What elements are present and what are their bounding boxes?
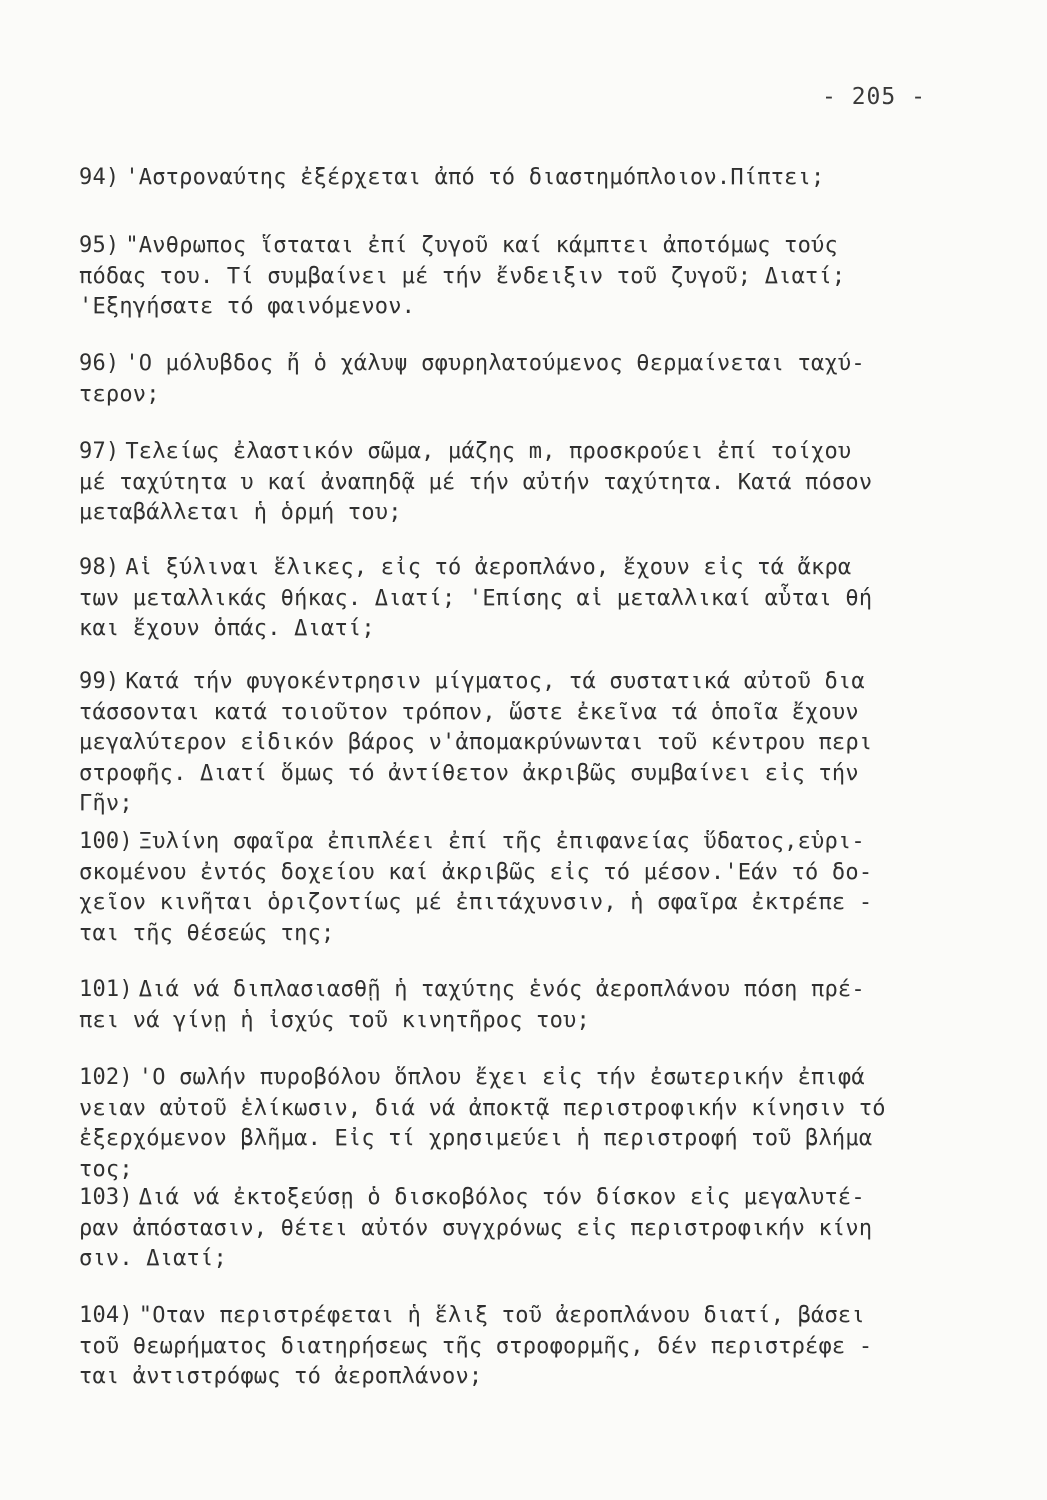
- question-text: τοῦ θεωρήματος διατηρήσεως τῆς στροφορμῆς, δέν περιστρέφε -: [79, 1333, 873, 1359]
- question-line: [79, 919, 959, 950]
- question-line: [79, 698, 959, 729]
- question-line: [79, 380, 959, 411]
- question-text: "Ανθρωπος ἵσταται ἐπί ζυγοῦ καί κάμπτει ἀποτόμως τούς: [125, 233, 838, 258]
- question-text: ται τῆς θέσεώς της;: [79, 920, 335, 946]
- question-text: χεῖον κινῆται ὁριζοντίως μέ ἐπιτάχυνσιν, ἡ σφαῖρα ἐκτρέπε -: [79, 890, 873, 915]
- question-line: [79, 1155, 959, 1186]
- question-text: ται ἀντιστρόφως τό ἀεροπλάνον;: [79, 1364, 483, 1389]
- question-number: 101): [79, 977, 133, 1002]
- question-line: [79, 1214, 959, 1245]
- question-text: μέ ταχύτητα υ καί ἀναπηδᾷ μέ τήν αὐτήν ταχύτητα. Κατά πόσον: [79, 469, 873, 495]
- question-text: και ἔχουν ὀπάς. Διατί;: [79, 616, 375, 641]
- question-text: Τελείως ἐλαστικόν σῶμα, μάζης m, προσκρούει ἐπί τοίχου: [125, 439, 852, 464]
- question-text: Διά νά ἐκτοξεύσῃ ὁ δισκοβόλος τόν δίσκον εἰς μεγαλυτέ-: [138, 1185, 865, 1210]
- question-text: πόδας του. Τί συμβαίνει μέ τήν ἔνδειξιν τοῦ ζυγοῦ; Διατί;: [79, 263, 846, 289]
- question-number: 97): [79, 439, 120, 464]
- question-text: πει νά γίνῃ ἡ ἰσχύς τοῦ κινητῆρος του;: [79, 1007, 590, 1033]
- question-line: [79, 553, 959, 584]
- question-item: [79, 1063, 959, 1185]
- question-line: [79, 1332, 959, 1363]
- question-text: τερον;: [79, 381, 160, 407]
- question-line: [79, 437, 959, 468]
- question-line: [79, 468, 959, 499]
- question-text: τος;: [79, 1156, 133, 1182]
- question-item: [79, 975, 959, 1036]
- question-line: [79, 584, 959, 615]
- question-line: [79, 1362, 959, 1393]
- question-number: 100): [79, 829, 133, 854]
- question-number: 96): [79, 351, 120, 376]
- question-number: 95): [79, 233, 120, 258]
- question-line: [79, 728, 959, 759]
- question-text: "Οταν περιστρέφεται ἡ ἕλιξ τοῦ ἀεροπλάνου διατί, βάσει: [138, 1303, 865, 1328]
- question-line: [79, 498, 959, 529]
- question-number: 103): [79, 1185, 133, 1210]
- question-item: [79, 553, 959, 645]
- question-line: [79, 858, 959, 889]
- question-line: [79, 1301, 959, 1332]
- question-item: [79, 163, 959, 194]
- question-text: 'Εξηγήσατε τό φαινόμενον.: [79, 294, 416, 319]
- question-item: [79, 437, 959, 529]
- question-text: Ξυλίνη σφαῖρα ἐπιπλέει ἐπί τῆς ἐπιφανείας ὕδατος,εὑρι-: [138, 829, 865, 854]
- question-line: [79, 349, 959, 380]
- question-line: [79, 789, 959, 820]
- question-text: 'Ο μόλυβδος ἤ ὁ χάλυψ σφυρηλατούμενος θερμαίνεται ταχύ-: [125, 351, 865, 376]
- question-text: σκομένου ἐντός δοχείου καί ἀκριβῶς εἰς τό μέσον.'Εάν τό δο-: [79, 859, 873, 885]
- question-text: μεγαλύτερον εἰδικόν βάρος ν'ἀπομακρύνωνται τοῦ κέντρου περι: [79, 730, 873, 755]
- question-text: ἐξερχόμενον βλῆμα. Εἰς τί χρησιμεύει ἡ περιστροφή τοῦ βλήμα: [79, 1126, 873, 1151]
- question-item: [79, 1301, 959, 1393]
- question-item: [79, 1183, 959, 1275]
- question-text: Κατά τήν φυγοκέντρησιν μίγματος, τά συστατικά αὐτοῦ δια: [125, 669, 865, 694]
- question-number: 94): [79, 165, 120, 190]
- question-text: μεταβάλλεται ἡ ὁρμή του;: [79, 500, 402, 525]
- question-line: [79, 614, 959, 645]
- question-line: [79, 1124, 959, 1155]
- question-line: [79, 163, 959, 194]
- question-line: [79, 1183, 959, 1214]
- question-number: 104): [79, 1303, 133, 1328]
- question-line: [79, 292, 959, 323]
- question-line: [79, 827, 959, 858]
- question-text: Διά νά διπλασιασθῇ ἡ ταχύτης ἑνός ἀεροπλάνου πόση πρέ-: [138, 977, 865, 1002]
- question-item: [79, 827, 959, 949]
- page-number: - 205 -: [822, 84, 926, 110]
- question-text: 'Αστροναύτης ἐξέρχεται ἀπό τό διαστημόπλοιον.Πίπτει;: [125, 165, 825, 190]
- question-line: [79, 1063, 959, 1094]
- question-text: τάσσονται κατά τοιοῦτον τρόπον, ὥστε ἐκεῖνα τά ὁποῖα ἔχουν: [79, 699, 859, 725]
- question-number: 99): [79, 669, 120, 694]
- question-number: 102): [79, 1065, 133, 1090]
- question-number: 98): [79, 555, 120, 580]
- question-text: Αἱ ξύλιναι ἕλικες, εἰς τό ἀεροπλάνο, ἔχουν εἰς τά ἄκρα: [125, 555, 852, 580]
- question-text: ραν ἀπόστασιν, θέτει αὐτόν συγχρόνως εἰς περιστροφικήν κίνη: [79, 1215, 873, 1241]
- question-line: [79, 759, 959, 790]
- question-text: στροφῆς. Διατί ὅμως τό ἀντίθετον ἀκριβῶς συμβαίνει εἰς τήν: [79, 760, 859, 786]
- question-text: Γῆν;: [79, 791, 133, 816]
- question-line: [79, 1244, 959, 1275]
- question-line: [79, 1006, 959, 1037]
- question-line: [79, 231, 959, 262]
- question-line: [79, 975, 959, 1006]
- question-item: [79, 231, 959, 323]
- question-text: 'Ο σωλήν πυροβόλου ὅπλου ἔχει εἰς τήν ἐσωτερικήν ἐπιφά: [138, 1065, 865, 1090]
- question-item: [79, 349, 959, 410]
- question-item: [79, 667, 959, 820]
- question-line: [79, 262, 959, 293]
- question-line: [79, 667, 959, 698]
- question-line: [79, 888, 959, 919]
- question-text: σιν. Διατί;: [79, 1246, 227, 1271]
- question-line: [79, 1094, 959, 1125]
- question-text: νειαν αὐτοῦ ἑλίκωσιν, διά νά ἀποκτᾷ περιστροφικήν κίνησιν τό: [79, 1095, 886, 1121]
- question-text: των μεταλλικάς θήκας. Διατί; 'Επίσης αἱ μεταλλικαί αὗται θή: [79, 585, 873, 611]
